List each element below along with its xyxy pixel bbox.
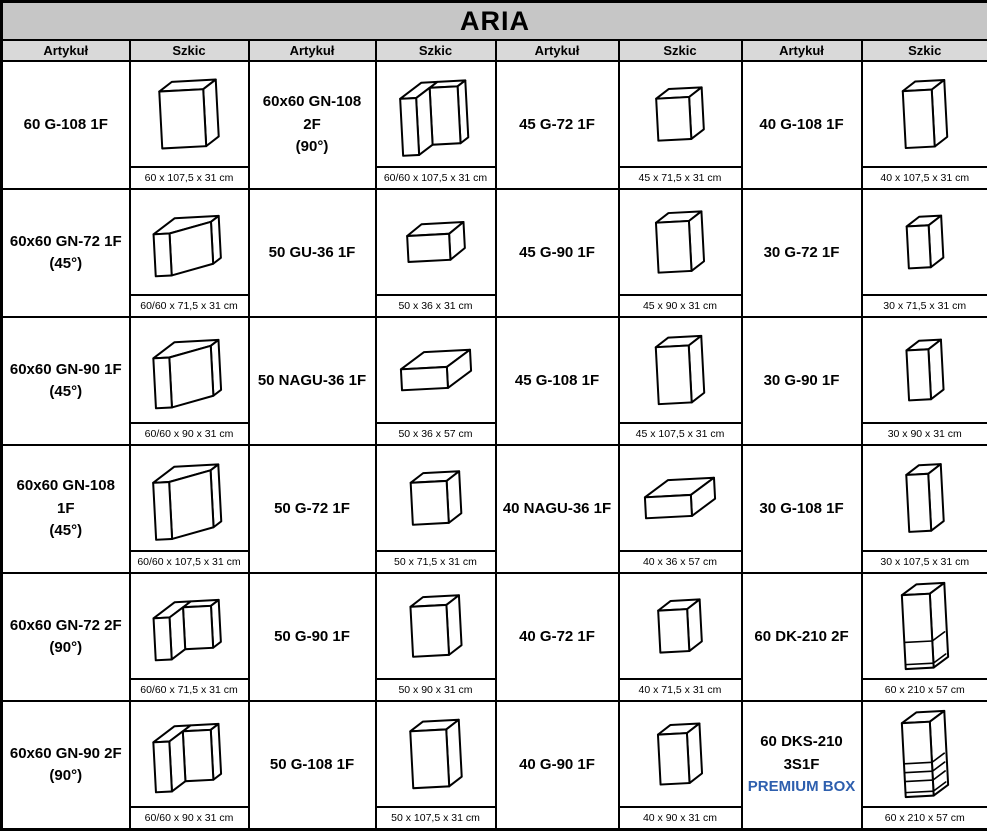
article-label: 50 G-90 1F — [274, 627, 350, 645]
article-label: 30 G-72 1F — [763, 243, 840, 261]
sketch-cell — [376, 317, 496, 445]
dimensions-label: 30 x 90 x 31 cm — [863, 422, 987, 444]
article-cell — [2, 573, 130, 701]
tall-drawer-cabinet-sketch-icon — [870, 706, 980, 802]
article-label: 60 DK-210 2F — [754, 627, 849, 645]
dimensions-label: 40 x 107,5 x 31 cm — [863, 166, 987, 188]
sketch-drawing — [377, 574, 495, 678]
article-label: 50 NAGU-36 1F — [257, 371, 367, 389]
wall-cabinet-sketch-icon — [870, 66, 980, 162]
sketch-drawing — [620, 446, 741, 550]
article-label: 60x60 GN-72 1F — [9, 232, 122, 250]
dimensions-label: 60/60 x 71,5 x 31 cm — [131, 294, 248, 316]
article-label: (90°) — [295, 138, 329, 156]
catalog-title: ARIA — [2, 2, 987, 41]
dimensions-label: 50 x 36 x 57 cm — [377, 422, 495, 444]
sketch-cell — [130, 317, 249, 445]
dimensions-label: 60/60 x 71,5 x 31 cm — [131, 678, 248, 700]
corner-45-cabinet-sketch-icon — [134, 450, 244, 546]
article-label: (45°) — [49, 522, 83, 540]
article-label: (45°) — [49, 383, 83, 400]
sketch-cell — [376, 189, 496, 317]
dimensions-label: 60/60 x 107,5 x 31 cm — [131, 550, 248, 572]
column-header-artykul: Artykuł — [496, 40, 619, 61]
wall-cabinet-sketch-icon — [381, 450, 491, 546]
flat-cabinet-sketch-icon — [625, 450, 735, 546]
sketch-drawing — [131, 702, 248, 806]
title-row — [2, 2, 987, 41]
article-cell — [742, 445, 862, 573]
sketch-drawing — [620, 702, 741, 806]
product-row — [2, 317, 987, 445]
column-header-szkic: Szkic — [130, 40, 249, 61]
wall-cabinet-sketch-icon — [381, 578, 491, 674]
article-cell — [2, 701, 130, 830]
sketch-drawing — [131, 318, 248, 422]
article-label: (90°) — [49, 767, 83, 784]
article-cell — [249, 317, 376, 445]
article-label: 60 G-108 1F — [23, 115, 108, 133]
article-cell — [742, 573, 862, 701]
sketch-drawing — [863, 62, 987, 166]
corner-45-cabinet-sketch-icon — [134, 194, 244, 290]
sketch-drawing — [131, 446, 248, 550]
sketch-cell — [376, 445, 496, 573]
sketch-cell — [130, 445, 249, 573]
article-cell — [496, 61, 619, 189]
dimensions-label: 45 x 71,5 x 31 cm — [620, 166, 741, 188]
column-header-artykul: Artykuł — [249, 40, 376, 61]
sketch-cell — [376, 701, 496, 830]
article-label: 60 DKS-210 3S1F — [760, 733, 843, 773]
article-cell — [496, 573, 619, 701]
dimensions-label: 60 x 107,5 x 31 cm — [131, 166, 248, 188]
article-label: 45 G-108 1F — [514, 371, 600, 389]
sketch-drawing — [620, 574, 741, 678]
article-label: 30 G-90 1F — [763, 371, 840, 389]
product-row — [2, 445, 987, 573]
dimensions-label: 60 x 210 x 57 cm — [863, 678, 987, 700]
sketch-drawing — [377, 62, 495, 166]
article-label: 60x60 GN-72 2F — [9, 616, 122, 634]
premium-box-label: PREMIUM BOX — [747, 778, 856, 796]
article-label: 60x60 GN-108 1F — [16, 477, 115, 517]
product-row — [2, 189, 987, 317]
wall-cabinet-sketch-icon — [625, 322, 735, 418]
product-row — [2, 61, 987, 189]
article-label: (90°) — [49, 639, 83, 656]
dimensions-label: 50 x 36 x 31 cm — [377, 294, 495, 316]
sketch-cell — [862, 317, 987, 445]
sketch-cell — [130, 701, 249, 830]
dimensions-label: 60/60 x 90 x 31 cm — [131, 806, 248, 828]
sketch-drawing — [377, 702, 495, 806]
product-row — [2, 701, 987, 830]
dimensions-label: 30 x 71,5 x 31 cm — [863, 294, 987, 316]
wall-cabinet-sketch-icon — [381, 706, 491, 802]
corner-45-cabinet-sketch-icon — [134, 322, 244, 418]
sketch-drawing — [863, 190, 987, 294]
article-label: 30 G-108 1F — [759, 499, 844, 517]
column-header-szkic: Szkic — [862, 40, 987, 61]
dimensions-label: 60 x 210 x 57 cm — [863, 806, 987, 828]
wall-cabinet-sketch-icon — [134, 66, 244, 162]
corner-90-cabinet-sketch-icon — [381, 66, 491, 162]
column-header-row — [2, 40, 987, 61]
article-label: 60x60 GN-90 2F — [9, 744, 122, 762]
sketch-cell — [619, 701, 742, 830]
dimensions-label: 45 x 90 x 31 cm — [620, 294, 741, 316]
article-cell — [249, 189, 376, 317]
dimensions-label: 50 x 90 x 31 cm — [377, 678, 495, 700]
dimensions-label: 50 x 71,5 x 31 cm — [377, 550, 495, 572]
article-label: 50 G-72 1F — [274, 499, 350, 517]
sketch-drawing — [131, 190, 248, 294]
sketch-drawing — [377, 446, 495, 550]
article-cell — [742, 701, 862, 830]
sketch-drawing — [377, 318, 495, 422]
sketch-cell — [862, 189, 987, 317]
dimensions-label: 60/60 x 90 x 31 cm — [131, 422, 248, 444]
squat-cabinet-sketch-icon — [381, 194, 491, 290]
article-cell — [496, 701, 619, 830]
wall-cabinet-sketch-icon — [870, 322, 980, 418]
sketch-drawing — [377, 190, 495, 294]
article-label: 60x60 GN-90 1F — [9, 360, 122, 378]
sketch-cell — [130, 61, 249, 189]
sketch-drawing — [863, 574, 987, 678]
sketch-drawing — [131, 62, 248, 166]
wall-cabinet-sketch-icon — [870, 194, 980, 290]
sketch-drawing — [620, 318, 741, 422]
wall-cabinet-sketch-icon — [625, 578, 735, 674]
article-label: 40 G-90 1F — [519, 755, 595, 773]
article-label: 50 G-108 1F — [269, 755, 355, 773]
sketch-cell — [862, 701, 987, 830]
sketch-drawing — [620, 62, 741, 166]
article-cell — [2, 317, 130, 445]
sketch-drawing — [620, 190, 741, 294]
sketch-cell — [862, 61, 987, 189]
sketch-drawing — [863, 318, 987, 422]
article-label: 60x60 GN-108 — [262, 93, 362, 111]
corner-90-cabinet-sketch-icon — [134, 706, 244, 802]
wall-cabinet-sketch-icon — [625, 194, 735, 290]
dimensions-label: 30 x 107,5 x 31 cm — [863, 550, 987, 572]
sketch-cell — [619, 445, 742, 573]
column-header-artykul: Artykuł — [742, 40, 862, 61]
dimensions-label: 40 x 90 x 31 cm — [620, 806, 741, 828]
article-label: 45 G-90 1F — [519, 243, 595, 261]
flat-cabinet-sketch-icon — [381, 322, 491, 418]
sketch-drawing — [863, 446, 987, 550]
sketch-cell — [862, 445, 987, 573]
column-header-szkic: Szkic — [619, 40, 742, 61]
article-cell — [249, 61, 376, 189]
article-label: 50 GU-36 1F — [268, 243, 356, 261]
article-cell — [742, 61, 862, 189]
article-cell — [496, 189, 619, 317]
article-label: 2F — [303, 115, 321, 133]
article-label: 40 NAGU-36 1F — [502, 499, 612, 517]
column-header-szkic: Szkic — [376, 40, 496, 61]
sketch-drawing — [131, 574, 248, 678]
sketch-drawing — [863, 702, 987, 806]
wall-cabinet-sketch-icon — [870, 450, 980, 546]
dimensions-label: 40 x 71,5 x 31 cm — [620, 678, 741, 700]
corner-90-cabinet-sketch-icon — [134, 578, 244, 674]
article-label: 40 G-108 1F — [759, 115, 844, 133]
article-cell — [496, 317, 619, 445]
dimensions-label: 45 x 107,5 x 31 cm — [620, 422, 741, 444]
sketch-cell — [376, 573, 496, 701]
sketch-cell — [619, 573, 742, 701]
article-cell — [2, 189, 130, 317]
product-row — [2, 573, 987, 701]
article-cell — [249, 573, 376, 701]
wall-cabinet-sketch-icon — [625, 706, 735, 802]
article-label: 45 G-72 1F — [519, 115, 595, 133]
sketch-cell — [376, 61, 496, 189]
sketch-cell — [862, 573, 987, 701]
sketch-cell — [619, 189, 742, 317]
sketch-cell — [130, 573, 249, 701]
dimensions-label: 50 x 107,5 x 31 cm — [377, 806, 495, 828]
sketch-cell — [619, 61, 742, 189]
article-cell — [249, 701, 376, 830]
tall-cabinet-sketch-icon — [870, 578, 980, 674]
dimensions-label: 60/60 x 107,5 x 31 cm — [377, 166, 495, 188]
sketch-cell — [130, 189, 249, 317]
article-label: 40 G-72 1F — [519, 627, 595, 645]
article-cell — [742, 317, 862, 445]
dimensions-label: 40 x 36 x 57 cm — [620, 550, 741, 572]
article-cell — [742, 189, 862, 317]
sketch-cell — [619, 317, 742, 445]
article-cell — [496, 445, 619, 573]
article-cell — [2, 445, 130, 573]
article-cell — [2, 61, 130, 189]
wall-cabinet-sketch-icon — [625, 66, 735, 162]
article-cell — [249, 445, 376, 573]
column-header-artykul: Artykuł — [2, 40, 130, 61]
article-label: (45°) — [49, 255, 83, 272]
